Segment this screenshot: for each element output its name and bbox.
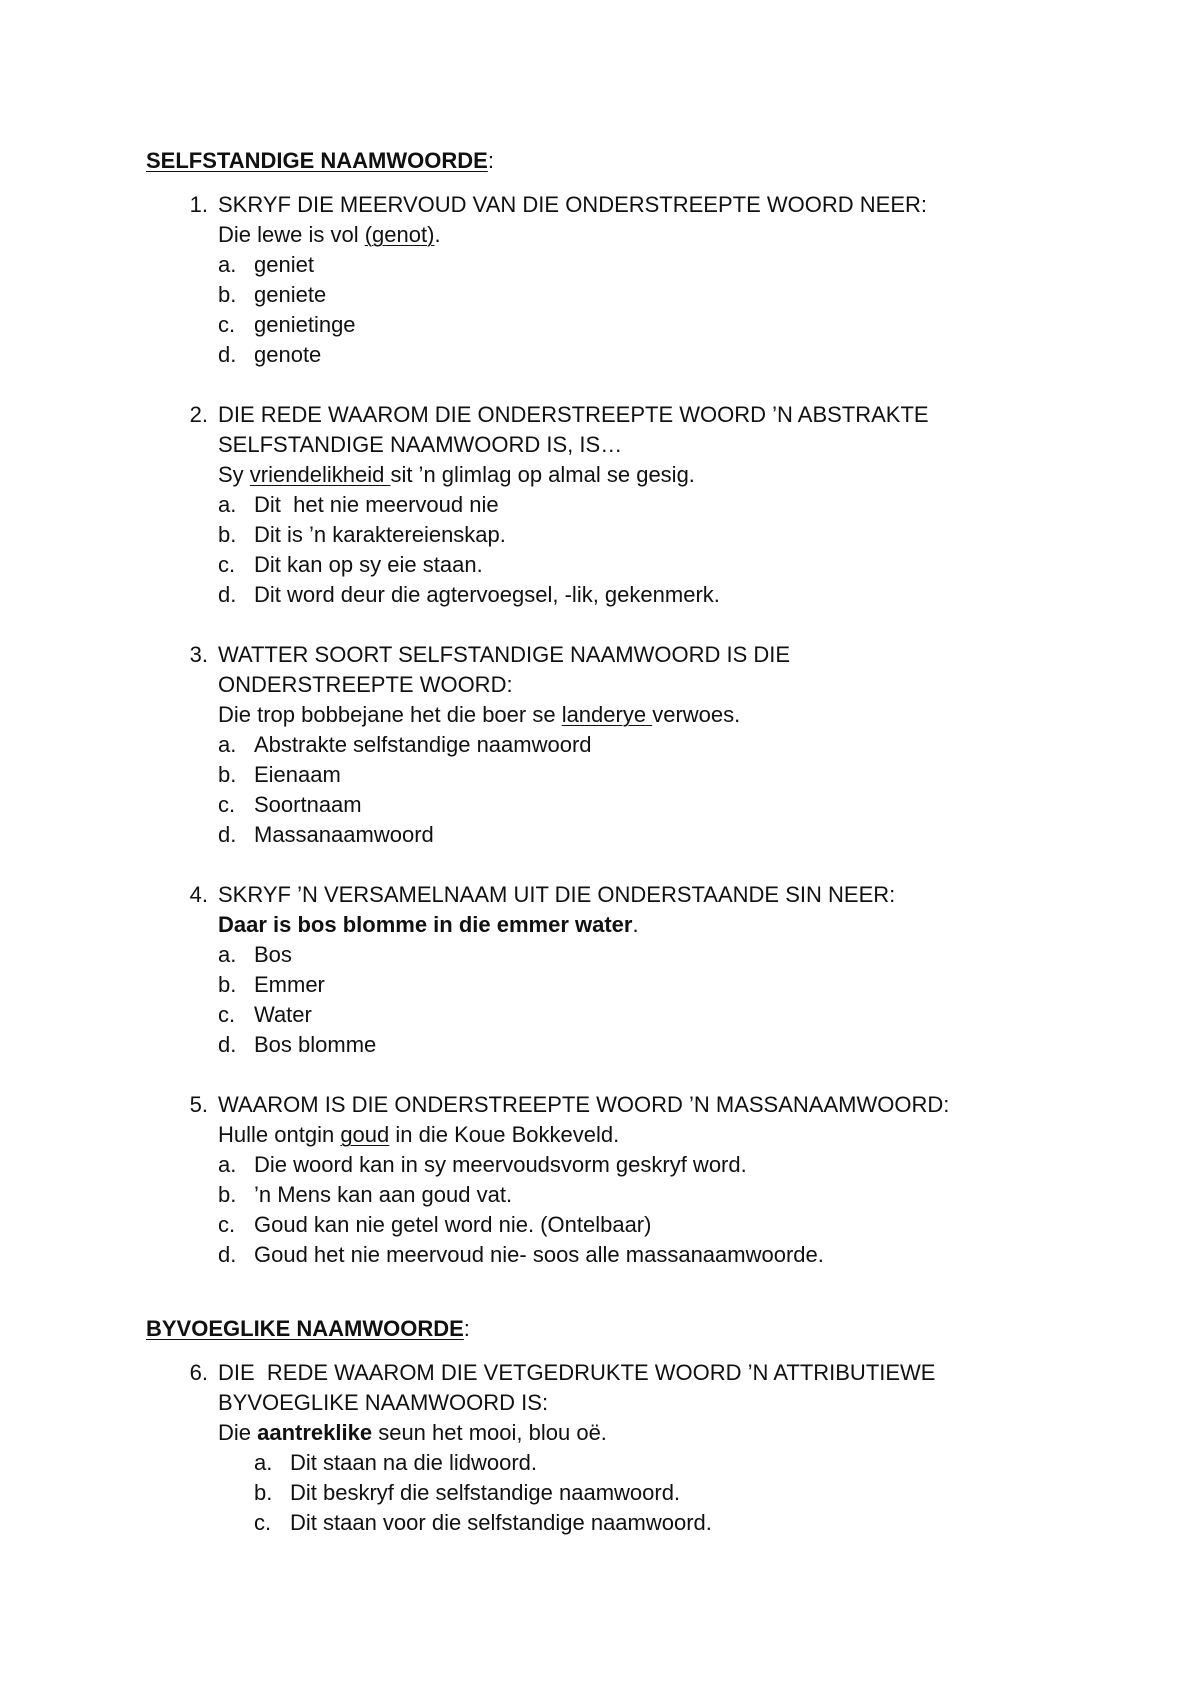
option-text: genietinge — [254, 312, 356, 337]
question-3 — [146, 640, 1106, 850]
option-text: Dit beskryf die selfstandige naamwoord. — [290, 1480, 681, 1505]
option-text: Dit het nie meervoud nie — [254, 492, 499, 517]
bold-word: aantreklike — [257, 1420, 373, 1445]
question-prompt: DIE REDE WAAROM DIE ONDERSTREEPTE WOORD ’N ABSTRAKTE — [218, 402, 929, 427]
question-prompt-line2: ONDERSTREEPTE WOORD: — [218, 672, 513, 697]
option-text: geniete — [254, 282, 327, 307]
option-item — [218, 310, 1106, 340]
sentence-text: . — [434, 222, 441, 247]
question-number: 2. — [189, 402, 208, 427]
option-letter: c. — [254, 1510, 272, 1535]
underlined-word: (genot) — [364, 222, 435, 247]
question-sentence — [218, 1418, 1106, 1448]
option-text: Dit staan na die lidwoord. — [290, 1450, 538, 1475]
option-text: Goud het nie meervoud nie- soos alle massanaamwoorde. — [254, 1242, 824, 1267]
option-item — [218, 520, 1106, 550]
section-title-byvoeglike — [146, 1314, 1106, 1344]
option-item — [218, 730, 1106, 760]
option-item — [218, 940, 1106, 970]
section-title-selfstandige — [146, 146, 1106, 176]
question-prompt: SKRYF DIE MEERVOUD VAN DIE ONDERSTREEPTE WOORD NEER: — [218, 192, 927, 217]
option-item — [218, 1180, 1106, 1210]
option-list — [218, 1448, 1106, 1538]
option-letter: a. — [218, 732, 237, 757]
option-text: Dit is ’n karaktereienskap. — [254, 522, 506, 547]
sentence-text: . — [632, 912, 639, 937]
question-1 — [146, 190, 1106, 370]
option-item — [218, 1240, 1106, 1270]
question-6 — [146, 1358, 1106, 1538]
option-item — [254, 1508, 1106, 1538]
option-text: Bos — [254, 942, 292, 967]
option-list — [218, 730, 1106, 850]
sentence-text: sit ’n glimlag op almal se gesig. — [390, 462, 695, 487]
question-5 — [146, 1090, 1106, 1270]
option-letter: a. — [218, 1152, 237, 1177]
question-body — [218, 1090, 1106, 1270]
question-body — [218, 880, 1106, 1060]
option-letter: c. — [218, 1212, 236, 1237]
bold-sentence: Daar is bos blomme in die emmer water — [218, 912, 633, 937]
question-prompt: WAAROM IS DIE ONDERSTREEPTE WOORD ’N MASSANAAMWOORD: — [218, 1092, 950, 1117]
option-text: Die woord kan in sy meervoudsvorm geskryf word. — [254, 1152, 747, 1177]
option-letter: d. — [218, 342, 237, 367]
option-letter: b. — [218, 1182, 237, 1207]
option-letter: c. — [218, 1002, 236, 1027]
option-letter: a. — [218, 252, 237, 277]
option-item — [254, 1448, 1106, 1478]
option-letter: b. — [218, 522, 237, 547]
question-number: 5. — [189, 1092, 208, 1117]
option-letter: b. — [218, 972, 237, 997]
option-item — [218, 760, 1106, 790]
option-item — [254, 1478, 1106, 1508]
option-text: genote — [254, 342, 322, 367]
option-item — [218, 790, 1106, 820]
option-text: ’n Mens kan aan goud vat. — [254, 1182, 513, 1207]
question-sentence — [218, 700, 1106, 730]
question-4 — [146, 880, 1106, 1060]
question-sentence — [218, 220, 1106, 250]
option-letter: d. — [218, 822, 237, 847]
underlined-word: landerye — [561, 702, 653, 727]
option-list — [218, 940, 1106, 1060]
option-letter: b. — [218, 762, 237, 787]
option-text: Goud kan nie getel word nie. (Ontelbaar) — [254, 1212, 652, 1237]
question-sentence — [218, 1120, 1106, 1150]
option-item — [218, 340, 1106, 370]
question-body — [218, 640, 1106, 850]
option-text: Dit kan op sy eie staan. — [254, 552, 483, 577]
question-number: 6. — [189, 1360, 208, 1385]
option-letter: d. — [218, 1032, 237, 1057]
option-text: Water — [254, 1002, 312, 1027]
option-letter: c. — [218, 312, 236, 337]
option-item — [218, 1030, 1106, 1060]
option-letter: b. — [254, 1480, 273, 1505]
question-sentence — [218, 460, 1106, 490]
question-body — [218, 190, 1106, 370]
question-prompt: SKRYF ’N VERSAMELNAAM UIT DIE ONDERSTAANDE SIN NEER: — [218, 882, 896, 907]
option-letter: d. — [218, 582, 237, 607]
option-item — [218, 820, 1106, 850]
underlined-word: goud — [340, 1122, 390, 1147]
option-letter: a. — [254, 1450, 273, 1475]
sentence-text: Sy — [218, 462, 250, 487]
option-text: geniet — [254, 252, 314, 277]
option-text: Dit staan voor die selfstandige naamwoord. — [290, 1510, 712, 1535]
option-item — [218, 1000, 1106, 1030]
option-letter: a. — [218, 942, 237, 967]
option-letter: b. — [218, 282, 237, 307]
question-number: 4. — [189, 882, 208, 907]
sentence-text: Die lewe is vol — [218, 222, 365, 247]
option-text: Soortnaam — [254, 792, 362, 817]
question-prompt-line2: SELFSTANDIGE NAAMWOORD IS, IS… — [218, 432, 623, 457]
option-text: Bos blomme — [254, 1032, 377, 1057]
sentence-text: verwoes. — [652, 702, 741, 727]
underlined-word: vriendelikheid — [249, 462, 391, 487]
question-2 — [146, 400, 1106, 610]
question-number: 3. — [189, 642, 208, 667]
document-page — [146, 146, 1106, 1538]
question-number: 1. — [189, 192, 208, 217]
sentence-text: Die — [218, 1420, 258, 1445]
option-item — [218, 280, 1106, 310]
option-item — [218, 550, 1106, 580]
option-item — [218, 490, 1106, 520]
option-item — [218, 1150, 1106, 1180]
option-list — [218, 490, 1106, 610]
option-list — [218, 1150, 1106, 1270]
sentence-text: Die trop bobbejane het die boer se — [218, 702, 562, 727]
heading-colon: : — [487, 148, 494, 173]
option-item — [218, 1210, 1106, 1240]
option-item — [218, 250, 1106, 280]
option-list — [218, 250, 1106, 370]
option-item — [218, 580, 1106, 610]
option-letter: c. — [218, 792, 236, 817]
option-text: Dit word deur die agtervoegsel, -lik, gekenmerk. — [254, 582, 720, 607]
question-prompt: WATTER SOORT SELFSTANDIGE NAAMWOORD IS DIE — [218, 642, 791, 667]
option-text: Abstrakte selfstandige naamwoord — [254, 732, 592, 757]
sentence-text: seun het mooi, blou oë. — [372, 1420, 607, 1445]
option-text: Emmer — [254, 972, 325, 997]
question-sentence — [218, 910, 1106, 940]
section-heading: BYVOEGLIKE NAAMWOORDE — [146, 1316, 464, 1341]
heading-colon: : — [463, 1316, 470, 1341]
sentence-text: in die Koue Bokkeveld. — [389, 1122, 620, 1147]
option-letter: a. — [218, 492, 237, 517]
option-text: Massanaamwoord — [254, 822, 434, 847]
question-body — [218, 1358, 1106, 1538]
option-letter: d. — [218, 1242, 237, 1267]
option-letter: c. — [218, 552, 236, 577]
question-prompt-line2: BYVOEGLIKE NAAMWOORD IS: — [218, 1390, 549, 1415]
option-text: Eienaam — [254, 762, 341, 787]
question-prompt: DIE REDE WAAROM DIE VETGEDRUKTE WOORD ’N ATTRIBUTIEWE — [218, 1360, 936, 1385]
section-heading: SELFSTANDIGE NAAMWOORDE — [146, 148, 488, 173]
option-item — [218, 970, 1106, 1000]
sentence-text: Hulle ontgin — [218, 1122, 341, 1147]
question-body — [218, 400, 1106, 610]
